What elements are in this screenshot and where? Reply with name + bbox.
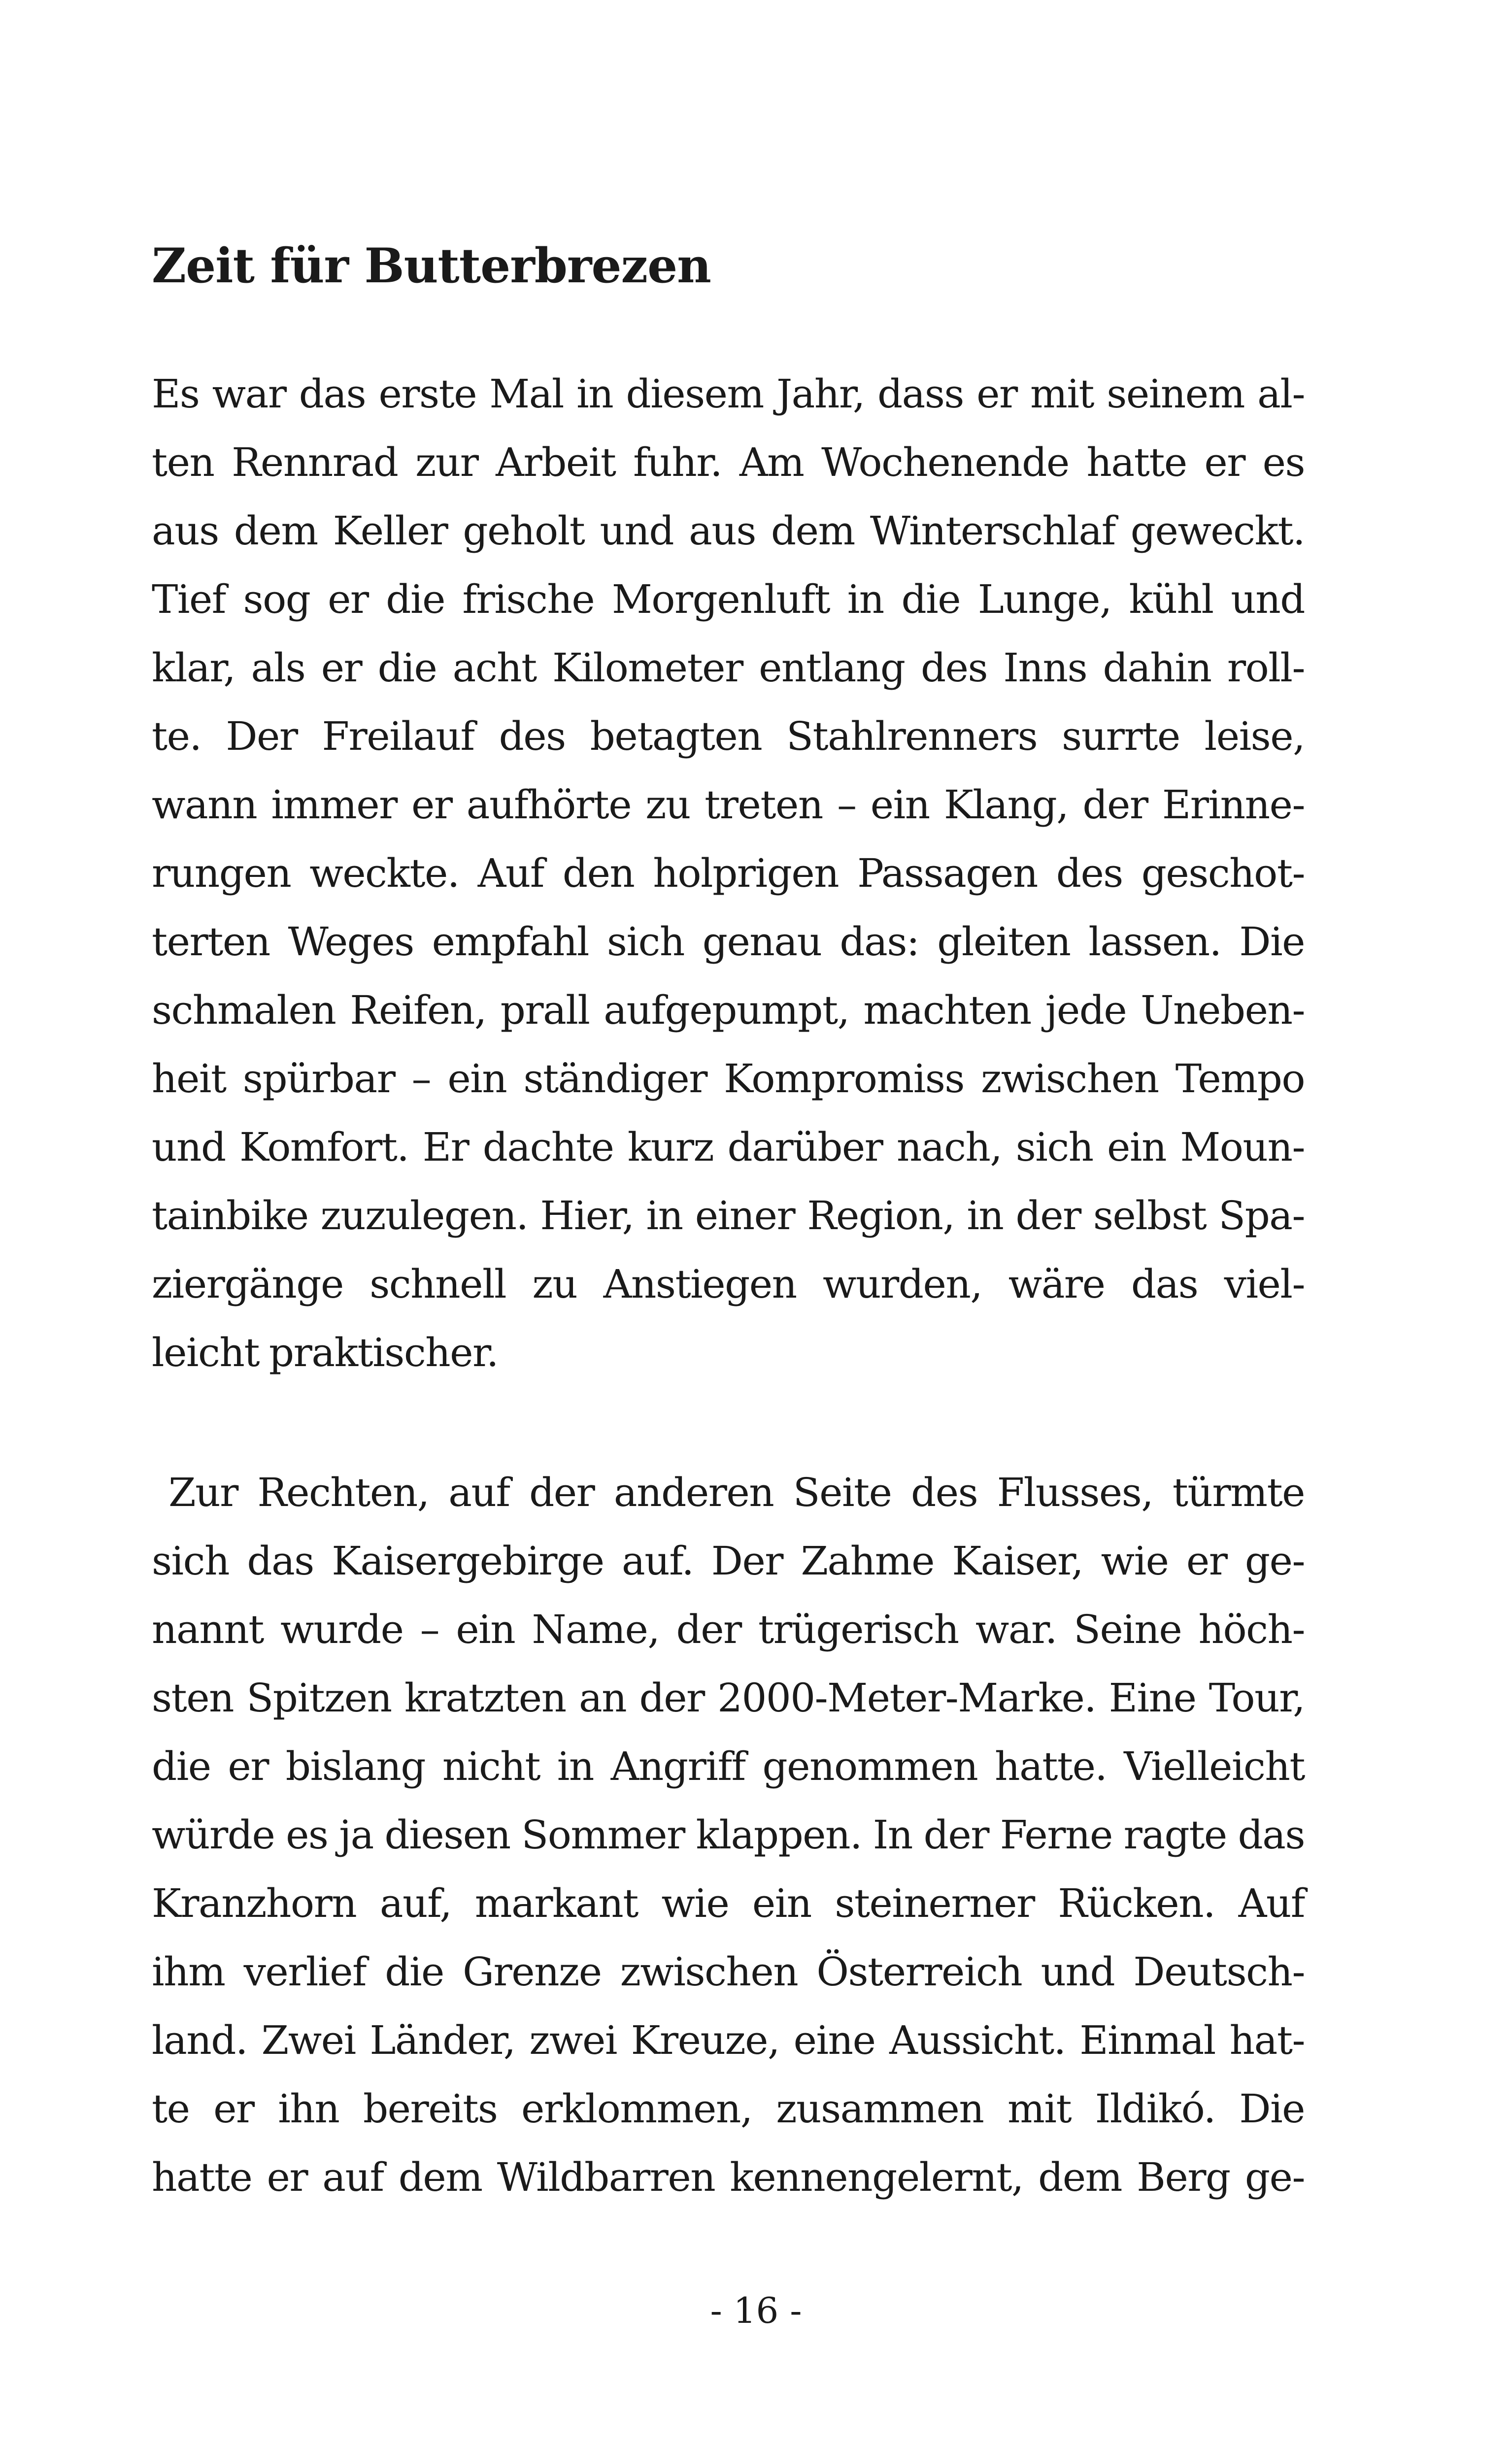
text-line: land. Zwei Länder, zwei Kreuze, eine Aussicht. Einmal hat- bbox=[152, 2017, 1305, 2063]
text-line: klar, als er die acht Kilometer entlang des Inns dahin roll- bbox=[152, 645, 1305, 691]
text-line: sich das Kaisergebirge auf. Der Zahme Kaiser, wie er ge- bbox=[152, 1538, 1305, 1584]
text-line: Zur Rechten, auf der anderen Seite des Flusses, türmte bbox=[168, 1470, 1305, 1515]
text-line: schmalen Reifen, prall aufgepumpt, machten jede Uneben- bbox=[152, 987, 1305, 1033]
text-line: die er bislang nicht in Angriff genommen hatte. Vielleicht bbox=[152, 1743, 1305, 1789]
text-line: te er ihn bereits erklommen, zusammen mit Ildikó. Die bbox=[152, 2086, 1305, 2132]
text-line: sten Spitzen kratzten an der 2000-Meter-Marke. Eine Tour, bbox=[152, 1675, 1305, 1721]
text-line: tainbike zuzulegen. Hier, in einer Region, in der selbst Spa- bbox=[152, 1193, 1305, 1239]
text-line: te. Der Freilauf des betagten Stahlrenners surrte leise, bbox=[152, 713, 1305, 759]
text-line: leicht praktischer. bbox=[152, 1330, 498, 1375]
text-line: rungen weckte. Auf den holprigen Passagen des geschot- bbox=[152, 850, 1305, 896]
text-line: und Komfort. Er dachte kurz darüber nach, sich ein Moun- bbox=[152, 1124, 1305, 1170]
text-line: hatte er auf dem Wildbarren kennengelernt, dem Berg ge- bbox=[152, 2154, 1305, 2200]
paragraph-1 bbox=[152, 360, 1305, 1387]
text-line: aus dem Keller geholt und aus dem Winterschlaf geweckt. bbox=[152, 508, 1305, 554]
page-number: - 16 - bbox=[710, 2290, 802, 2331]
text-line: ihm verlief die Grenze zwischen Österreich und Deutsch- bbox=[152, 1949, 1305, 1995]
chapter-title: Zeit für Butterbrezen bbox=[152, 238, 711, 294]
text-line: ziergänge schnell zu Anstiegen wurden, wäre das viel- bbox=[152, 1261, 1305, 1307]
text-line: Kranzhorn auf, markant wie ein steinerner Rücken. Auf bbox=[152, 1880, 1305, 1926]
text-line: nannt wurde – ein Name, der trügerisch war. Seine höch- bbox=[152, 1607, 1305, 1652]
text-line: Es war das erste Mal in diesem Jahr, dass er mit seinem al- bbox=[152, 371, 1305, 417]
text-line: ten Rennrad zur Arbeit fuhr. Am Wochenende hatte er es bbox=[152, 439, 1305, 485]
text-line: heit spürbar – ein ständiger Kompromiss zwischen Tempo bbox=[152, 1056, 1305, 1102]
text-line: Tief sog er die frische Morgenluft in die Lunge, kühl und bbox=[152, 576, 1305, 622]
text-line: würde es ja diesen Sommer klappen. In der Ferne ragte das bbox=[152, 1812, 1305, 1858]
text-line: wann immer er aufhörte zu treten – ein Klang, der Erinne- bbox=[152, 782, 1305, 828]
paragraph-2 bbox=[152, 1458, 1305, 2211]
text-line: terten Weges empfahl sich genau das: gleiten lassen. Die bbox=[152, 919, 1305, 965]
